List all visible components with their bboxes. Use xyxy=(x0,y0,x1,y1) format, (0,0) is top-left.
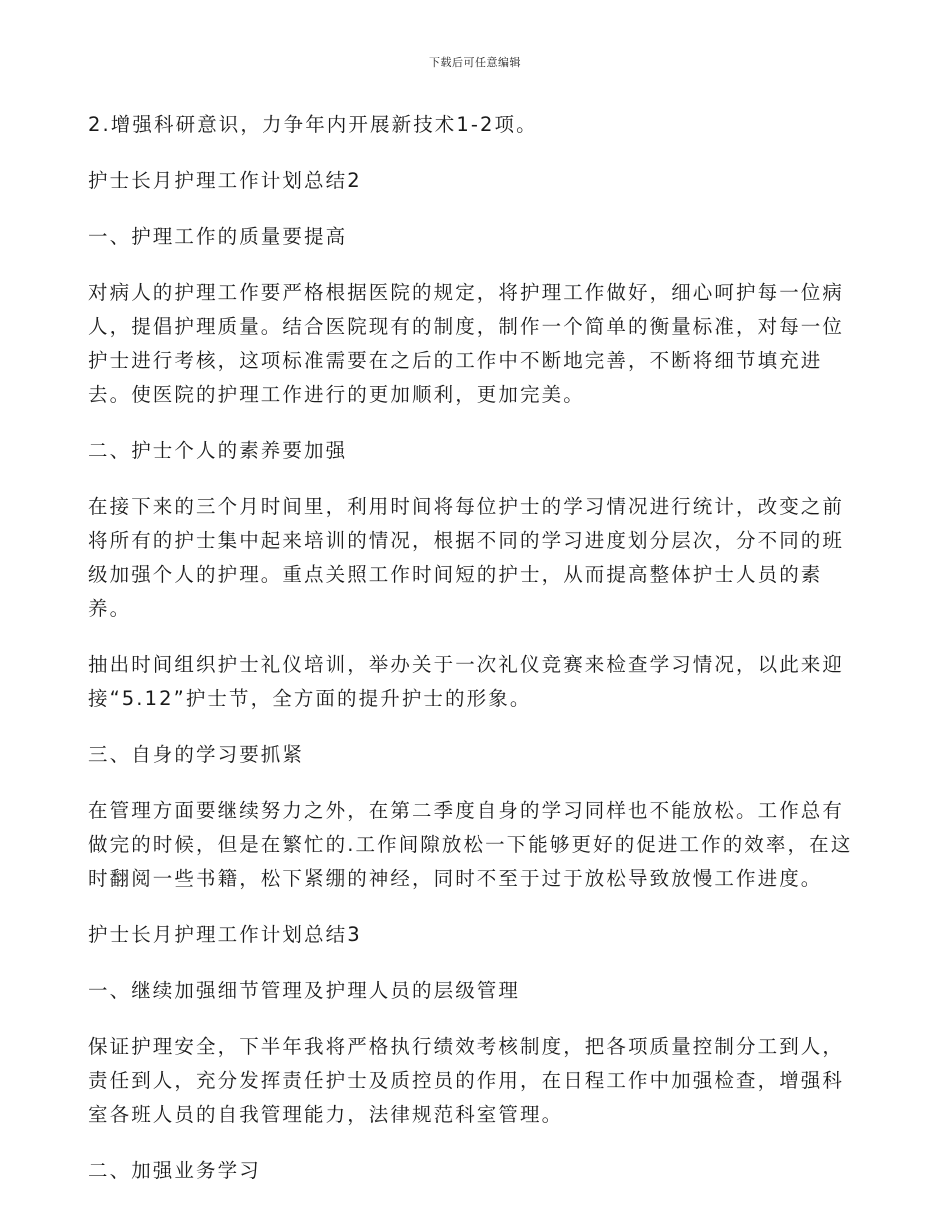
document-body xyxy=(88,108,866,1210)
paragraph-line: 接“5.12”护士节，全方面的提升护士的形象。 xyxy=(88,687,532,710)
paragraph-line: 在接下来的三个月时间里，利用时间将每位护士的学习情况进行统计，改变之前 xyxy=(88,495,845,518)
heading-detail-management: 一、继续加强细节管理及护理人员的层级管理 xyxy=(88,979,521,1002)
paragraph-line: 护士进行考核，这项标准需要在之后的工作中不断地完善，不断将细节填充进 xyxy=(88,349,823,372)
paragraph-line: 在管理方面要继续努力之外，在第二季度自身的学习同样也不能放松。工作总有 xyxy=(88,799,845,822)
paragraph-line: 室各班人员的自我管理能力，法律规范科室管理。 xyxy=(88,1103,564,1126)
paragraph-line: 级加强个人的护理。重点关照工作时间短的护士，从而提高整体护士人员的素 xyxy=(88,563,823,586)
paragraph-safety xyxy=(88,1030,866,1132)
paragraph-line: 抽出时间组织护士礼仪培训，举办关于一次礼仪竞赛来检查学习情况，以此来迎 xyxy=(88,653,845,676)
heading-business-study: 二、加强业务学习 xyxy=(88,1159,261,1182)
paragraph-line: 去。使医院的护理工作进行的更加顺利，更加完美。 xyxy=(88,383,585,406)
paragraph-etiquette xyxy=(88,648,866,716)
paragraph-line: 保证护理安全，下半年我将严格执行绩效考核制度，把各项质量控制分工到人， xyxy=(88,1035,845,1058)
paragraph-line: 人，提倡护理质量。结合医院现有的制度，制作一个简单的衡量标准，对每一位 xyxy=(88,315,845,338)
paragraph-line: 做完的时候，但是在繁忙的.工作间隙放松一下能够更好的促进工作的效率，在这 xyxy=(88,833,853,856)
paragraph-line: 责任到人，充分发挥责任护士及质控员的作用，在日程工作中加强检查，增强科 xyxy=(88,1069,845,1092)
heading-literacy: 二、护士个人的素养要加强 xyxy=(88,439,348,462)
paragraph-training xyxy=(88,490,866,626)
section-title-2: 护士长月护理工作计划总结2 xyxy=(88,169,362,192)
paragraph-line: 时翻阅一些书籍，松下紧绷的神经，同时不至于过于放松导致放慢工作进度。 xyxy=(88,867,823,890)
heading-self-study: 三、自身的学习要抓紧 xyxy=(88,743,305,766)
heading-quality: 一、护理工作的质量要提高 xyxy=(88,225,348,248)
list-item-2: 2.增强科研意识，力争年内开展新技术1-2项。 xyxy=(88,113,538,136)
paragraph-self-study xyxy=(88,794,866,896)
paragraph-line: 对病人的护理工作要严格根据医院的规定，将护理工作做好，细心呵护每一位病 xyxy=(88,281,845,304)
page-header: 下载后可任意编辑 xyxy=(429,56,521,69)
paragraph-quality xyxy=(88,276,866,412)
paragraph-line: 养。 xyxy=(88,597,132,620)
paragraph-line: 将所有的护士集中起来培训的情况，根据不同的学习进度划分层次，分不同的班 xyxy=(88,529,845,552)
section-title-3: 护士长月护理工作计划总结3 xyxy=(88,923,362,946)
